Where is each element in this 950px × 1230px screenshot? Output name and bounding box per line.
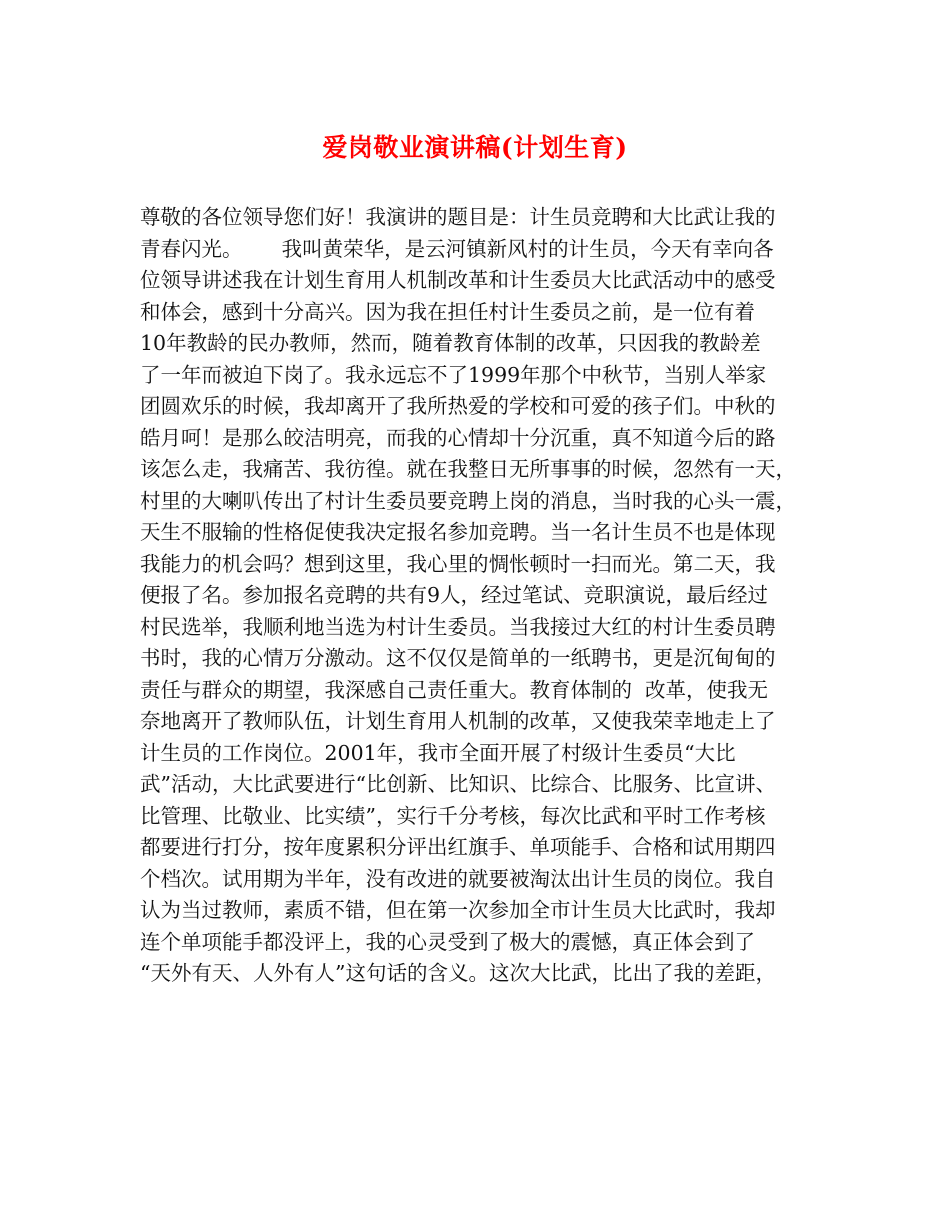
body-line: 村民选举，我顺利地当选为村计生委员。当我接过大红的村计生委员聘 bbox=[140, 614, 776, 639]
document-title: 爱岗敬业演讲稿(计划生育) bbox=[322, 133, 628, 162]
body-line: 我能力的机会吗？想到这里，我心里的惆怅顿时一扫而光。第二天，我 bbox=[140, 551, 776, 576]
body-line: 便报了名。参加报名竞聘的共有9人，经过笔试、竞职演说，最后经过 bbox=[140, 583, 769, 607]
body-line: 青春闪光。 我叫黄荣华，是云河镇新风村的计生员，今天有幸向各 bbox=[140, 236, 774, 261]
body-line: 尊敬的各位领导您们好！我演讲的题目是：计生员竞聘和大比武让我的 bbox=[140, 205, 776, 229]
body-line: 该怎么走，我痛苦、我彷徨。就在我整日无所事事的时候，忽然有一天， bbox=[140, 457, 796, 481]
body-line: 和体会，感到十分高兴。因为我在担任村计生委员之前，是一位有着 bbox=[140, 299, 755, 324]
body-line: 武”活动，大比武要进行“比创新、比知识、比综合、比服务、比宣讲、 bbox=[140, 772, 776, 796]
body-line: 奈地离开了教师队伍，计划生育用人机制的改革，又使我荣幸地走上了 bbox=[140, 709, 776, 733]
body-line: 团圆欢乐的时候，我却离开了我所热爱的学校和可爱的孩子们。中秋的 bbox=[140, 394, 776, 418]
body-line: 认为当过教师，素质不错，但在第一次参加全市计生员大比武时，我却 bbox=[140, 898, 776, 922]
body-line: 连个单项能手都没评上，我的心灵受到了极大的震憾，真正体会到了 bbox=[140, 929, 755, 954]
body-line: 位领导讲述我在计划生育用人机制改革和计生委员大比武活动中的感受 bbox=[140, 268, 776, 292]
body-line: 比管理、比敬业、比实绩”，实行千分考核，每次比武和平时工作考核 bbox=[140, 803, 766, 828]
body-line: 书时，我的心情万分激动。这不仅仅是简单的一纸聘书，更是沉甸甸的 bbox=[140, 646, 776, 670]
body-line: 都要进行打分，按年度累积分评出红旗手、单项能手、合格和试用期四 bbox=[140, 835, 776, 859]
document-body bbox=[140, 202, 830, 990]
body-line: “天外有天、人外有人”这句话的含义。这次大比武，比出了我的差距， bbox=[140, 961, 776, 985]
body-line: 个档次。试用期为半年，没有改进的就要被淘汰出计生员的岗位。我自 bbox=[140, 866, 776, 891]
body-line: 责任与群众的期望，我深感自己责任重大。教育体制的 改革，使我无 bbox=[140, 677, 769, 702]
body-line: 皓月呵！是那么皎洁明亮，而我的心情却十分沉重，真不知道今后的路 bbox=[140, 425, 776, 450]
body-line: 计生员的工作岗位。2001年，我市全面开展了村级计生委员“大比 bbox=[140, 740, 736, 765]
body-line: 村里的大喇叭传出了村计生委员要竞聘上岗的消息，当时我的心头一震， bbox=[140, 488, 796, 513]
body-line: 10年教龄的民办教师，然而，随着教育体制的改革，只因我的教龄差 bbox=[140, 331, 761, 355]
body-line: 了一年而被迫下岗了。我永远忘不了1999年那个中秋节，当别人举家 bbox=[140, 362, 767, 387]
body-line: 天生不服输的性格促使我决定报名参加竞聘。当一名计生员不也是体现 bbox=[140, 520, 776, 544]
